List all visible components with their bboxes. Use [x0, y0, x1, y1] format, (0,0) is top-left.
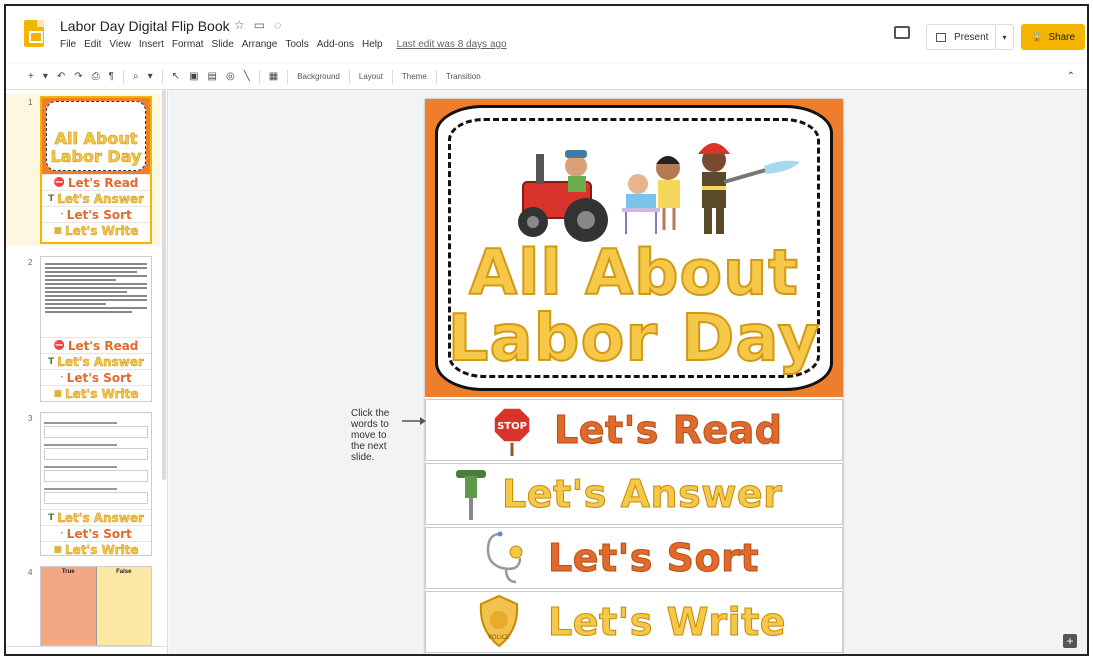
badge-icon: ■ — [53, 544, 63, 555]
document-title[interactable]: Labor Day Digital Flip Book — [60, 18, 230, 34]
present-button[interactable] — [926, 24, 1014, 50]
thumb-title-line2: Labor Day — [50, 147, 142, 166]
menu-addons[interactable]: Add-ons — [316, 39, 354, 50]
slides-logo-icon[interactable] — [24, 20, 44, 47]
arrow-right-icon — [402, 416, 426, 426]
thumb-title-line1: All About — [54, 129, 138, 148]
workers-illustration — [508, 124, 808, 244]
paint-format-icon[interactable]: ¶ — [108, 71, 115, 82]
app-frame — [4, 4, 1089, 656]
thumb-link-label: Let's Sort — [66, 207, 132, 222]
stop-sign-icon — [492, 404, 532, 456]
toolbar-divider — [392, 70, 393, 84]
slide-title-line2: Labor Day — [447, 302, 821, 376]
select-cursor-icon[interactable]: ↖ — [171, 71, 181, 82]
toolbar-divider — [162, 70, 163, 84]
stop-sign-text: STOP — [497, 421, 527, 432]
layout-button[interactable]: Layout — [358, 72, 383, 81]
menu-arrange[interactable]: Arrange — [241, 39, 278, 50]
thumb-link-label: Let's Read — [67, 338, 139, 353]
nav-link-read[interactable] — [425, 399, 843, 461]
stethoscope-icon — [486, 530, 526, 586]
menu-insert[interactable]: Insert — [138, 39, 164, 50]
menu-slide[interactable]: Slide — [211, 39, 234, 50]
share-label: Share — [1048, 31, 1076, 43]
badge-icon: ■ — [53, 225, 63, 236]
slide-thumbnail-1[interactable] — [40, 96, 152, 244]
toolbar-divider — [123, 70, 124, 84]
filmstrip-footer — [6, 646, 167, 656]
thumb-banner — [42, 98, 150, 174]
banner-frame — [435, 105, 833, 391]
current-slide[interactable] — [425, 99, 843, 656]
present-dropdown-icon[interactable]: ▾ — [995, 25, 1013, 49]
farmer-icon — [565, 150, 587, 192]
jackhammer-icon: T — [48, 356, 55, 367]
thumb-link-label: Let's Write — [65, 542, 139, 556]
undo-icon[interactable]: ↶ — [56, 71, 66, 82]
badge-icon: ■ — [53, 388, 63, 399]
nav-link-sort[interactable] — [425, 527, 843, 589]
last-edit-link[interactable]: Last edit was 8 days ago — [396, 39, 507, 50]
thumb-link-sort — [41, 369, 151, 385]
stethoscope-icon: · — [60, 209, 64, 220]
firefighter-icon — [698, 143, 800, 234]
tractor-icon — [518, 154, 608, 242]
toolbar-divider — [436, 70, 437, 84]
menu-view[interactable]: View — [109, 39, 131, 50]
lock-icon: 🔒 — [1030, 31, 1044, 43]
jackhammer-icon: T — [48, 193, 55, 204]
slide-title-line1: All About — [469, 236, 799, 309]
cloud-status-icon[interactable]: ◌ — [274, 18, 282, 32]
thumb-link-write — [41, 385, 151, 401]
thumb-link-answer — [42, 190, 150, 206]
title-banner — [425, 99, 843, 397]
print-icon[interactable]: ⎙ — [91, 71, 100, 82]
share-button[interactable] — [1021, 24, 1085, 50]
thumb-link-label: Let's Answer — [57, 354, 144, 369]
menu-file[interactable]: File — [60, 39, 77, 50]
stop-sign-icon: ⛔ — [53, 340, 65, 351]
slide-number: 3 — [28, 414, 33, 423]
textbox-icon[interactable]: ▣ — [189, 71, 199, 82]
star-icon[interactable]: ☆ — [234, 18, 245, 32]
present-label: Present — [954, 31, 989, 43]
nurse-with-patient-icon — [622, 156, 680, 234]
thumb-col-false: False — [97, 567, 152, 645]
slide-number: 2 — [28, 258, 33, 267]
slide-number: 4 — [28, 568, 33, 577]
background-button[interactable]: Background — [297, 72, 340, 81]
nav-label-write[interactable]: Let's Write — [548, 600, 787, 644]
zoom-dropdown-icon[interactable]: ▾ — [147, 71, 153, 82]
thumb-link-write — [42, 222, 150, 238]
nav-link-answer[interactable] — [425, 463, 843, 525]
thumb-text-block — [41, 257, 151, 337]
line-icon[interactable]: ╲ — [243, 71, 250, 82]
thumb-link-label: Let's Write — [65, 386, 139, 401]
thumb-link-label: Let's Sort — [66, 370, 132, 385]
comment-icon[interactable]: ▦ — [268, 71, 279, 82]
nav-label-sort[interactable]: Let's Sort — [548, 536, 760, 580]
thumb-link-label: Let's Read — [67, 175, 139, 190]
thumb-col-true: True — [41, 567, 97, 645]
menu-edit[interactable]: Edit — [84, 39, 102, 50]
thumb-link-label: Let's Answer — [57, 510, 144, 525]
new-slide-dropdown-icon[interactable]: ▾ — [42, 71, 48, 82]
stop-sign-icon: ⛔ — [53, 177, 65, 188]
nav-label-answer[interactable]: Let's Answer — [502, 472, 783, 516]
toolbar-divider — [349, 70, 350, 84]
nav-link-write[interactable] — [425, 591, 843, 653]
thumb-link-sort — [42, 206, 150, 222]
jackhammer-icon: T — [48, 512, 55, 523]
thumb-link-label: Let's Answer — [57, 191, 144, 206]
zoom-icon[interactable]: ⌕ — [133, 71, 139, 82]
header — [6, 6, 1087, 62]
thumb-link-label: Let's Sort — [66, 526, 132, 541]
explore-icon[interactable]: + — [1063, 634, 1077, 648]
slide-number: 1 — [28, 98, 33, 107]
menu-help[interactable]: Help — [361, 39, 383, 50]
filmstrip-scrollbar[interactable] — [162, 90, 166, 480]
image-icon[interactable]: ▤ — [207, 71, 217, 82]
thumb-link-sort — [41, 525, 151, 541]
badge-text: POLICE — [488, 634, 510, 641]
slide-thumbnail-2[interactable] — [40, 256, 152, 402]
menu-bar — [60, 39, 507, 50]
nav-label-read[interactable]: Let's Read — [554, 408, 783, 452]
slide-thumbnail-4[interactable] — [40, 566, 152, 646]
slide-thumbnail-3[interactable] — [40, 412, 152, 556]
menu-format[interactable]: Format — [171, 39, 204, 50]
thumb-link-write — [41, 541, 151, 556]
present-icon — [936, 33, 946, 42]
toolbar — [6, 64, 1087, 90]
new-slide-icon[interactable]: + — [28, 71, 34, 82]
thumb-link-answer — [41, 509, 151, 525]
jackhammer-icon — [454, 466, 488, 522]
slide-canvas[interactable] — [169, 90, 1089, 656]
thumb-questions — [41, 413, 151, 509]
thumb-link-read — [41, 337, 151, 353]
toolbar-divider — [287, 70, 288, 84]
stethoscope-icon: · — [60, 372, 64, 383]
shape-icon[interactable]: ◎ — [225, 71, 235, 82]
instruction-text: Click the words to move to the next slide. — [351, 408, 390, 463]
police-badge-icon — [476, 594, 522, 650]
menu-tools[interactable]: Tools — [285, 39, 309, 50]
slide-filmstrip — [6, 90, 168, 656]
collapse-toolbar-icon[interactable]: ⌃ — [1066, 71, 1075, 82]
move-folder-icon[interactable]: ▭ — [253, 18, 266, 32]
transition-button[interactable]: Transition — [445, 72, 481, 81]
theme-button[interactable]: Theme — [401, 72, 427, 81]
redo-icon[interactable]: ↷ — [74, 71, 83, 82]
comment-history-icon[interactable] — [894, 26, 910, 39]
thumb-title — [46, 101, 146, 171]
title-actions — [234, 18, 281, 32]
thumb-link-read — [42, 174, 150, 190]
stethoscope-icon: · — [60, 528, 64, 539]
thumb-link-label: Let's Write — [65, 223, 139, 238]
thumb-link-answer — [41, 353, 151, 369]
toolbar-divider — [259, 70, 260, 84]
